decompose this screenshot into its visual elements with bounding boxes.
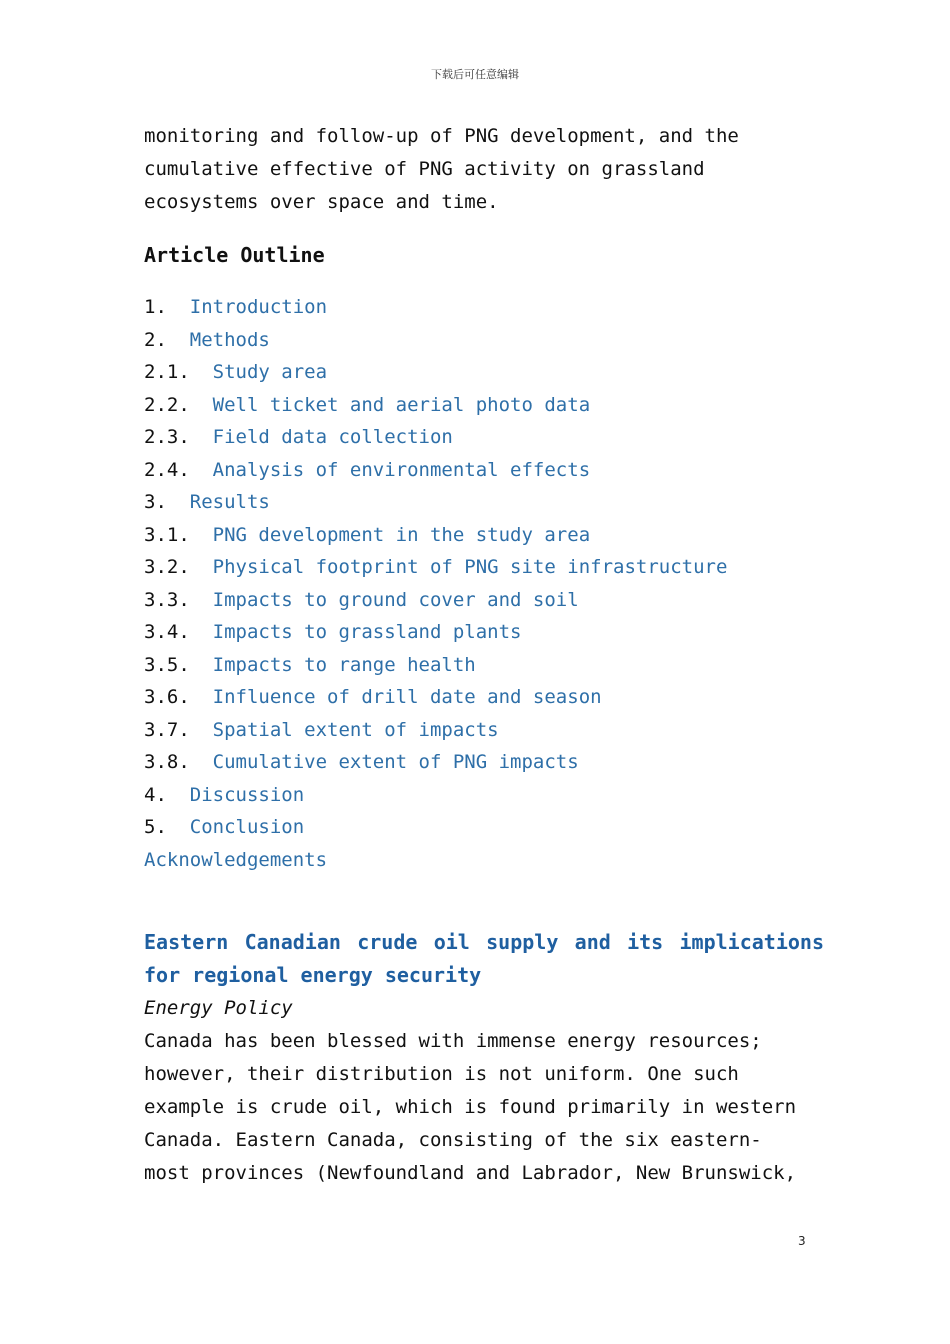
- outline-link[interactable]: Introduction: [189, 296, 328, 318]
- outline-link[interactable]: Methods: [189, 328, 270, 351]
- outline-item-ground-cover: [144, 584, 824, 617]
- abstract-line: most provinces (Newfoundland and Labrador, New Brunswick,: [144, 1162, 797, 1184]
- outline-item-discussion: [144, 779, 824, 812]
- outline-item-well-ticket: [144, 389, 824, 422]
- outline-item-drill-date: [144, 681, 824, 714]
- abstract-line: example is crude oil, which is found primarily in western: [144, 1096, 797, 1118]
- outline-item-study-area: [144, 356, 824, 389]
- outline-item-grassland-plants: [144, 616, 824, 649]
- intro-line: cumulative effective of PNG activity on grassland: [144, 158, 705, 180]
- outline-link[interactable]: Impacts to range health: [212, 653, 476, 676]
- outline-number: 3.: [144, 491, 190, 513]
- outline-number: 5.: [144, 816, 190, 838]
- outline-link[interactable]: Study area: [212, 361, 328, 383]
- outline-link[interactable]: Discussion: [189, 783, 305, 806]
- article-outline-list: [144, 291, 824, 876]
- outline-item-results: [144, 486, 824, 519]
- article-outline-heading: Article Outline: [144, 243, 325, 267]
- outline-item-field-data: [144, 421, 824, 454]
- outline-number: 3.6.: [144, 686, 213, 708]
- abstract-line: Canada has been blessed with immense energy resources;: [144, 1030, 762, 1052]
- article-title-link[interactable]: Eastern Canadian crude oil supply and its implications for regional energy security: [144, 930, 824, 987]
- intro-line: monitoring and follow-up of PNG development, and the: [144, 125, 739, 147]
- outline-number: 3.4.: [144, 621, 213, 643]
- outline-number: 2.1.: [144, 361, 213, 383]
- outline-link[interactable]: Physical footprint of PNG site infrastructure: [212, 556, 728, 578]
- outline-item-cumulative-extent: [144, 746, 824, 779]
- journal-name: Energy Policy: [144, 997, 293, 1019]
- article-abstract: [144, 1025, 824, 1190]
- outline-link[interactable]: Field data collection: [212, 426, 453, 448]
- outline-number: 3.8.: [144, 751, 213, 773]
- outline-item-conclusion: [144, 811, 824, 844]
- intro-line: ecosystems over space and time.: [144, 191, 499, 213]
- outline-item-png-development: [144, 519, 824, 552]
- outline-link[interactable]: Influence of drill date and season: [212, 686, 602, 708]
- outline-number: 3.3.: [144, 588, 213, 611]
- abstract-line: Canada. Eastern Canada, consisting of the six eastern-: [144, 1129, 762, 1151]
- outline-number: 3.1.: [144, 523, 213, 546]
- page-header-note: 下载后可任意编辑: [431, 68, 519, 81]
- outline-item-physical-footprint: [144, 551, 824, 584]
- outline-link[interactable]: Cumulative extent of PNG impacts: [212, 751, 579, 773]
- outline-link[interactable]: Impacts to ground cover and soil: [212, 588, 579, 611]
- outline-number: 3.5.: [144, 653, 213, 676]
- abstract-line: however, their distribution is not uniform. One such: [144, 1063, 739, 1085]
- outline-item-acknowledgements: [144, 844, 824, 877]
- outline-link[interactable]: PNG development in the study area: [212, 523, 591, 546]
- outline-link[interactable]: Analysis of environmental effects: [212, 458, 591, 481]
- outline-link[interactable]: Well ticket and aerial photo data: [212, 393, 591, 416]
- outline-item-spatial-extent: [144, 714, 824, 747]
- outline-item-methods: [144, 324, 824, 357]
- outline-number: 1.: [144, 296, 190, 318]
- outline-number: 3.7.: [144, 718, 213, 741]
- outline-link[interactable]: Acknowledgements: [144, 848, 328, 871]
- outline-item-introduction: [144, 291, 824, 324]
- outline-number: 2.: [144, 328, 190, 351]
- outline-link[interactable]: Results: [189, 491, 270, 513]
- outline-link[interactable]: Spatial extent of impacts: [212, 718, 499, 741]
- outline-item-range-health: [144, 649, 824, 682]
- outline-item-analysis: [144, 454, 824, 487]
- outline-number: 2.2.: [144, 393, 213, 416]
- outline-number: 2.3.: [144, 426, 213, 448]
- outline-number: 3.2.: [144, 556, 213, 578]
- page-number: 3: [798, 1234, 806, 1248]
- document-body: [144, 120, 824, 1190]
- outline-link[interactable]: Conclusion: [189, 816, 305, 838]
- outline-number: 4.: [144, 783, 190, 806]
- outline-link[interactable]: Impacts to grassland plants: [212, 621, 522, 643]
- outline-number: 2.4.: [144, 458, 213, 481]
- intro-paragraph: [144, 120, 824, 219]
